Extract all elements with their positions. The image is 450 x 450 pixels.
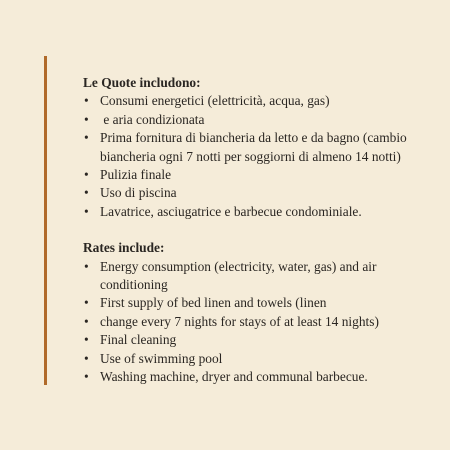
bullet-icon: • (84, 350, 89, 366)
section-title-english: Rates include: (83, 240, 165, 256)
list-item: • Final cleaning (83, 331, 433, 349)
bullet-icon: • (84, 111, 89, 127)
italian-inclusions-list (83, 92, 433, 221)
bullet-icon: • (84, 369, 89, 385)
list-item: • Washing machine, dryer and communal barbecue. (83, 368, 433, 386)
bullet-icon: • (84, 167, 89, 183)
section-title-italian: Le Quote includono: (83, 75, 201, 90)
section-spacer (83, 221, 433, 239)
bullet-icon: • (84, 130, 89, 146)
rates-content (83, 74, 433, 387)
list-item: • e aria condizionata (83, 111, 433, 129)
list-item: • First supply of bed linen and towels (linen (83, 294, 433, 312)
list-item: • Use of swimming pool (83, 350, 433, 368)
bullet-icon: • (84, 295, 89, 311)
bullet-icon: • (84, 185, 89, 201)
list-item: • Uso di piscina (83, 184, 433, 202)
list-item: • Pulizia finale (83, 166, 433, 184)
english-inclusions-list (83, 258, 433, 387)
bullet-icon: • (84, 203, 89, 219)
list-item: • Lavatrice, asciugatrice e barbecue condominiale. (83, 203, 433, 221)
bullet-icon: • (84, 313, 89, 329)
list-item: • Prima fornitura di biancheria da letto e da bagno (cambio biancheria ogni 7 notti per soggiorni di almeno 14 notti) (84, 130, 407, 164)
bullet-icon: • (84, 93, 89, 109)
list-item: • change every 7 nights for stays of at least 14 nights) (83, 313, 433, 331)
list-item: • Energy consumption (electricity, water, gas) and air conditioning (84, 258, 377, 293)
accent-bar (44, 56, 47, 385)
bullet-icon: • (84, 332, 89, 348)
list-item: • Consumi energetici (elettricità, acqua, gas) (83, 92, 433, 110)
bullet-icon: • (84, 258, 89, 274)
